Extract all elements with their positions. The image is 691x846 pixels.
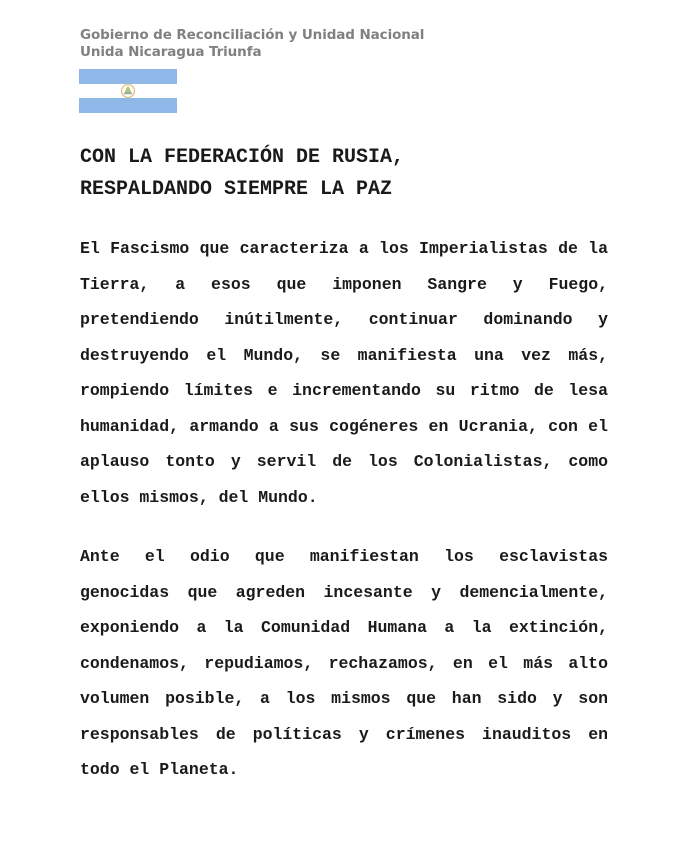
title-line-2: RESPALDANDO SIEMPRE LA PAZ: [80, 178, 393, 201]
paragraph-2: Ante el odio que manifiestan los esclavistas genocidas que agreden incesante y demencialmente, exponiendo a la Comunidad Humana a la extinción, condenamos, repudiamos, rechazamos, en el más alto volumen posible, a los mismos que han sido y son responsables de políticas y crímenes inauditos en todo el Planeta.: [80, 547, 608, 779]
header-line-1: Gobierno de Reconciliación y Unidad Nacional: [80, 27, 425, 43]
title-line-1: CON LA FEDERACIÓN DE RUSIA,: [80, 146, 405, 169]
flag-top-band: [79, 69, 177, 84]
government-header: [80, 27, 424, 61]
flag-bottom-band: [79, 98, 177, 113]
coat-of-arms-icon: [120, 83, 136, 99]
paragraph-1: El Fascismo que caracteriza a los Imperialistas de la Tierra, a esos que imponen Sangre y Fuego, pretendiendo inútilmente, continuar dominando y destruyendo el Mundo, se manifiesta una vez más, rompiendo límites e incrementando su ritmo de lesa humanidad, armando a sus cogéneres en Ucrania, con el aplauso tonto y servil de los Colonialistas, como ellos mismos, del Mundo.: [80, 239, 608, 507]
document-title: [80, 142, 404, 206]
nicaragua-flag-icon: [79, 69, 177, 113]
header-line-2: Unida Nicaragua Triunfa: [80, 44, 262, 60]
